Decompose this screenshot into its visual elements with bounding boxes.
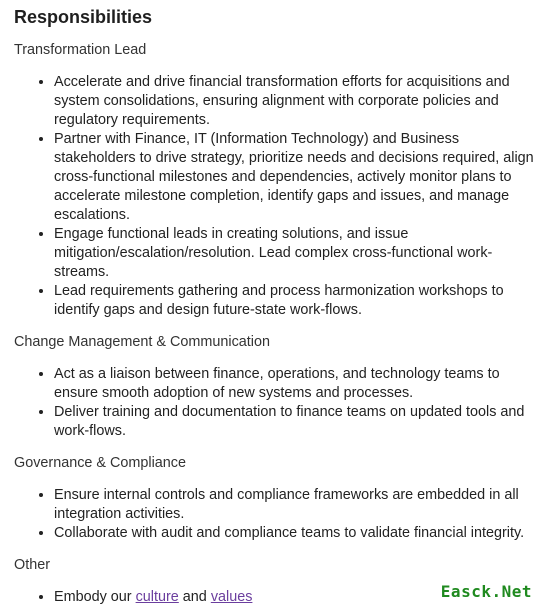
section-title-transformation-lead: Transformation Lead bbox=[14, 42, 147, 58]
list-item: • Act as a liaison between finance, operations, and technology teams to ensure smooth adoption of new systems and processes. bbox=[54, 365, 536, 403]
list-item: • Deliver training and documentation to finance teams on updated tools and work-flows. bbox=[54, 403, 536, 441]
page-title: Responsibilities bbox=[14, 7, 153, 27]
list-item: • Engage functional leads in creating solutions, and issue mitigation/escalation/resolution. Lead complex cross-functional work-streams. bbox=[54, 225, 536, 282]
section-title-governance: Governance & Compliance bbox=[14, 455, 186, 471]
embody-prefix: Embody our bbox=[54, 589, 136, 605]
culture-link[interactable]: culture bbox=[135, 589, 179, 605]
list-item: • Collaborate with audit and compliance teams to validate financial integrity. bbox=[54, 524, 536, 543]
responsibilities-panel bbox=[14, 6, 536, 607]
change-management-list bbox=[14, 365, 536, 441]
list-item: • Accelerate and drive financial transformation efforts for acquisitions and system consolidations, ensuring alignment with corporate policies and regulatory requirements. bbox=[54, 73, 536, 130]
values-link[interactable]: values bbox=[210, 589, 253, 605]
section-title-change-management: Change Management & Communication bbox=[14, 334, 270, 350]
list-item: • Lead requirements gathering and process harmonization workshops to identify gaps and design future-state work-flows. bbox=[54, 282, 536, 320]
governance-list bbox=[14, 486, 536, 543]
watermark-logo: Easck.Net bbox=[440, 582, 532, 601]
embody-middle: and bbox=[178, 589, 211, 605]
transformation-lead-list bbox=[14, 73, 536, 320]
list-item: • Ensure internal controls and compliance frameworks are embedded in all integration activities. bbox=[54, 486, 536, 524]
section-title-other: Other bbox=[14, 557, 50, 573]
list-item: • Partner with Finance, IT (Information Technology) and Business stakeholders to drive strategy, prioritize needs and decisions required, align cross-functional milestones and dependencies, actively monitor plans to accelerate milestone completion, identify gaps and issues, and manage escalations. bbox=[54, 130, 536, 225]
